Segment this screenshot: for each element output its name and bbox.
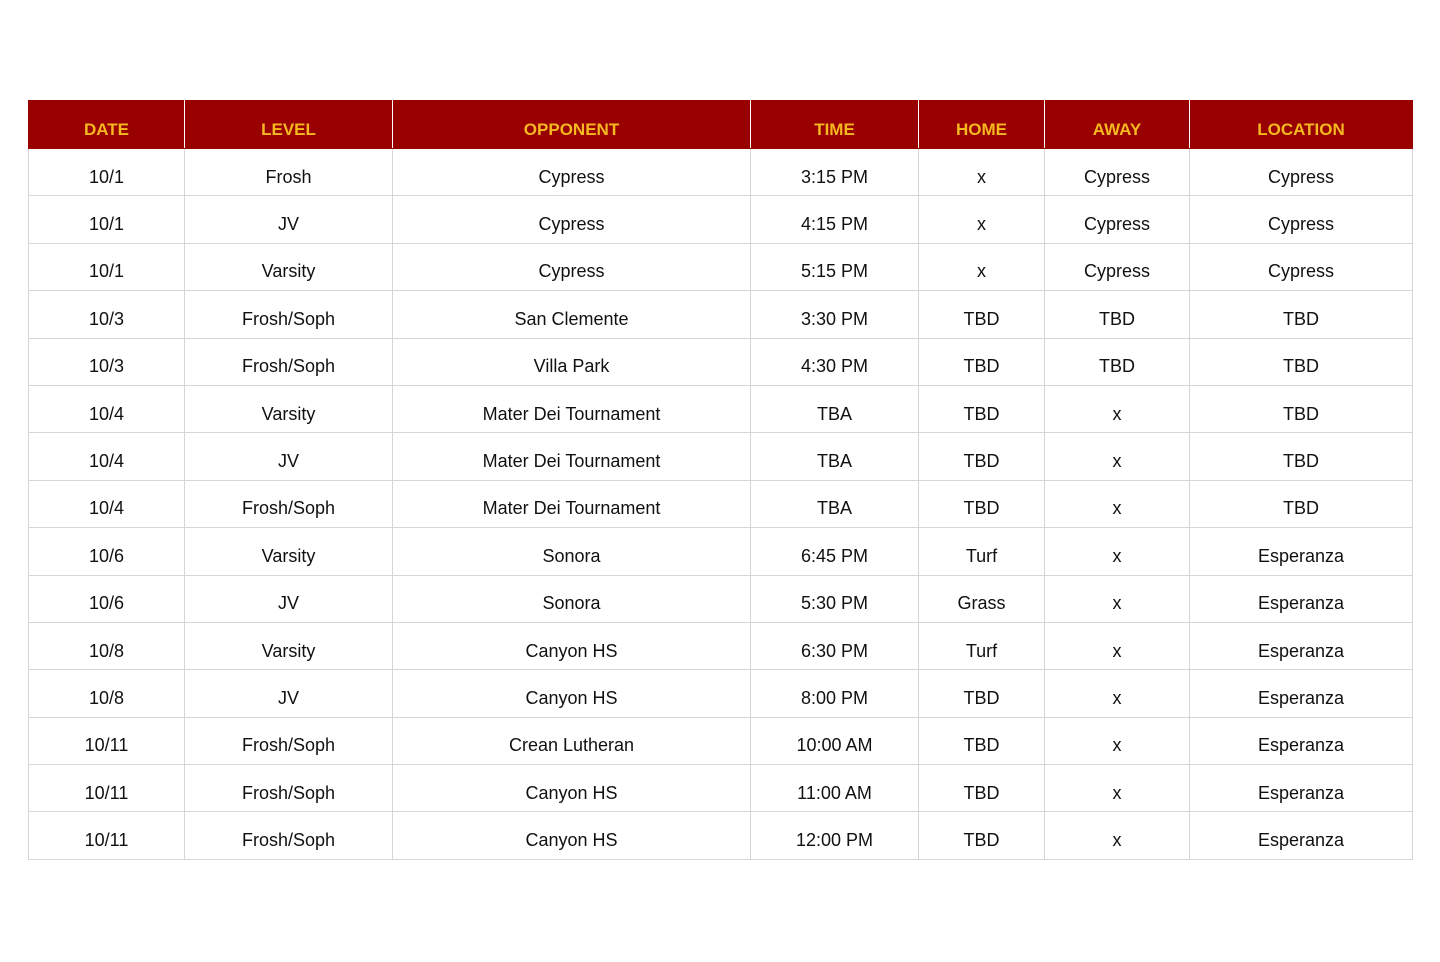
cell-away: Cypress xyxy=(1045,243,1190,290)
cell-time: 5:15 PM xyxy=(751,243,919,290)
cell-location: Esperanza xyxy=(1190,717,1413,764)
cell-home: TBD xyxy=(919,385,1045,432)
cell-home: x xyxy=(919,149,1045,196)
cell-level: Varsity xyxy=(185,528,393,575)
header-row xyxy=(29,101,1413,149)
cell-home: TBD xyxy=(919,717,1045,764)
cell-level: Frosh/Soph xyxy=(185,480,393,527)
cell-date: 10/1 xyxy=(29,243,185,290)
cell-date: 10/8 xyxy=(29,622,185,669)
cell-home: x xyxy=(919,243,1045,290)
cell-home: TBD xyxy=(919,433,1045,480)
cell-location: TBD xyxy=(1190,338,1413,385)
cell-level: Frosh xyxy=(185,149,393,196)
cell-opponent: Canyon HS xyxy=(393,670,751,717)
cell-home: TBD xyxy=(919,812,1045,859)
cell-home: TBD xyxy=(919,765,1045,812)
cell-away: x xyxy=(1045,433,1190,480)
cell-time: 11:00 AM xyxy=(751,765,919,812)
cell-location: Esperanza xyxy=(1190,528,1413,575)
cell-opponent: Canyon HS xyxy=(393,812,751,859)
table-row xyxy=(29,622,1413,669)
cell-location: Cypress xyxy=(1190,243,1413,290)
cell-level: Varsity xyxy=(185,243,393,290)
cell-location: TBD xyxy=(1190,385,1413,432)
cell-location: Cypress xyxy=(1190,149,1413,196)
cell-time: 5:30 PM xyxy=(751,575,919,622)
table-row xyxy=(29,243,1413,290)
cell-date: 10/11 xyxy=(29,765,185,812)
table-row xyxy=(29,812,1413,859)
cell-date: 10/3 xyxy=(29,338,185,385)
cell-date: 10/3 xyxy=(29,291,185,338)
table-row xyxy=(29,717,1413,764)
cell-away: x xyxy=(1045,528,1190,575)
cell-location: TBD xyxy=(1190,480,1413,527)
cell-home: TBD xyxy=(919,480,1045,527)
cell-location: Esperanza xyxy=(1190,812,1413,859)
cell-opponent: San Clemente xyxy=(393,291,751,338)
table-body xyxy=(29,149,1413,860)
cell-opponent: Cypress xyxy=(393,243,751,290)
header-opponent: OPPONENT xyxy=(393,101,751,149)
cell-location: TBD xyxy=(1190,291,1413,338)
cell-level: JV xyxy=(185,575,393,622)
cell-away: x xyxy=(1045,717,1190,764)
cell-location: Esperanza xyxy=(1190,670,1413,717)
header-date: DATE xyxy=(29,101,185,149)
cell-time: 3:30 PM xyxy=(751,291,919,338)
cell-date: 10/11 xyxy=(29,717,185,764)
cell-date: 10/6 xyxy=(29,575,185,622)
cell-opponent: Sonora xyxy=(393,575,751,622)
cell-time: 6:45 PM xyxy=(751,528,919,575)
cell-level: JV xyxy=(185,670,393,717)
schedule-table xyxy=(28,100,1413,860)
cell-level: Frosh/Soph xyxy=(185,765,393,812)
table-row xyxy=(29,291,1413,338)
cell-opponent: Mater Dei Tournament xyxy=(393,480,751,527)
cell-home: x xyxy=(919,196,1045,243)
table-row xyxy=(29,338,1413,385)
cell-opponent: Canyon HS xyxy=(393,622,751,669)
cell-date: 10/6 xyxy=(29,528,185,575)
cell-date: 10/11 xyxy=(29,812,185,859)
cell-time: TBA xyxy=(751,480,919,527)
cell-opponent: Mater Dei Tournament xyxy=(393,433,751,480)
cell-away: x xyxy=(1045,765,1190,812)
table-row xyxy=(29,149,1413,196)
cell-away: x xyxy=(1045,480,1190,527)
cell-time: TBA xyxy=(751,433,919,480)
cell-opponent: Sonora xyxy=(393,528,751,575)
cell-level: Varsity xyxy=(185,622,393,669)
cell-away: x xyxy=(1045,575,1190,622)
cell-away: x xyxy=(1045,622,1190,669)
table-row xyxy=(29,196,1413,243)
header-away: AWAY xyxy=(1045,101,1190,149)
cell-away: TBD xyxy=(1045,291,1190,338)
cell-date: 10/1 xyxy=(29,149,185,196)
cell-home: Grass xyxy=(919,575,1045,622)
cell-home: TBD xyxy=(919,338,1045,385)
cell-away: x xyxy=(1045,670,1190,717)
cell-date: 10/8 xyxy=(29,670,185,717)
cell-date: 10/4 xyxy=(29,433,185,480)
table-row xyxy=(29,385,1413,432)
cell-date: 10/1 xyxy=(29,196,185,243)
cell-level: Frosh/Soph xyxy=(185,812,393,859)
cell-home: TBD xyxy=(919,670,1045,717)
cell-home: TBD xyxy=(919,291,1045,338)
header-home: HOME xyxy=(919,101,1045,149)
cell-opponent: Villa Park xyxy=(393,338,751,385)
cell-level: Frosh/Soph xyxy=(185,717,393,764)
cell-home: Turf xyxy=(919,528,1045,575)
cell-date: 10/4 xyxy=(29,385,185,432)
table-row xyxy=(29,528,1413,575)
cell-level: JV xyxy=(185,433,393,480)
cell-time: 12:00 PM xyxy=(751,812,919,859)
cell-location: Esperanza xyxy=(1190,622,1413,669)
cell-level: Frosh/Soph xyxy=(185,291,393,338)
cell-away: Cypress xyxy=(1045,149,1190,196)
header-level: LEVEL xyxy=(185,101,393,149)
header-location: LOCATION xyxy=(1190,101,1413,149)
cell-opponent: Crean Lutheran xyxy=(393,717,751,764)
cell-opponent: Mater Dei Tournament xyxy=(393,385,751,432)
table-row xyxy=(29,765,1413,812)
cell-opponent: Cypress xyxy=(393,196,751,243)
table-row xyxy=(29,575,1413,622)
cell-time: 4:15 PM xyxy=(751,196,919,243)
cell-time: 6:30 PM xyxy=(751,622,919,669)
cell-date: 10/4 xyxy=(29,480,185,527)
table-row xyxy=(29,433,1413,480)
cell-level: Frosh/Soph xyxy=(185,338,393,385)
cell-home: Turf xyxy=(919,622,1045,669)
cell-opponent: Cypress xyxy=(393,149,751,196)
cell-time: 10:00 AM xyxy=(751,717,919,764)
cell-away: Cypress xyxy=(1045,196,1190,243)
cell-location: Esperanza xyxy=(1190,765,1413,812)
cell-time: 3:15 PM xyxy=(751,149,919,196)
cell-location: Cypress xyxy=(1190,196,1413,243)
table-row xyxy=(29,480,1413,527)
cell-away: TBD xyxy=(1045,338,1190,385)
cell-time: 4:30 PM xyxy=(751,338,919,385)
cell-time: 8:00 PM xyxy=(751,670,919,717)
cell-level: JV xyxy=(185,196,393,243)
cell-time: TBA xyxy=(751,385,919,432)
table-header xyxy=(29,101,1413,149)
header-time: TIME xyxy=(751,101,919,149)
table-row xyxy=(29,670,1413,717)
cell-opponent: Canyon HS xyxy=(393,765,751,812)
cell-location: Esperanza xyxy=(1190,575,1413,622)
cell-away: x xyxy=(1045,812,1190,859)
cell-location: TBD xyxy=(1190,433,1413,480)
cell-away: x xyxy=(1045,385,1190,432)
cell-level: Varsity xyxy=(185,385,393,432)
